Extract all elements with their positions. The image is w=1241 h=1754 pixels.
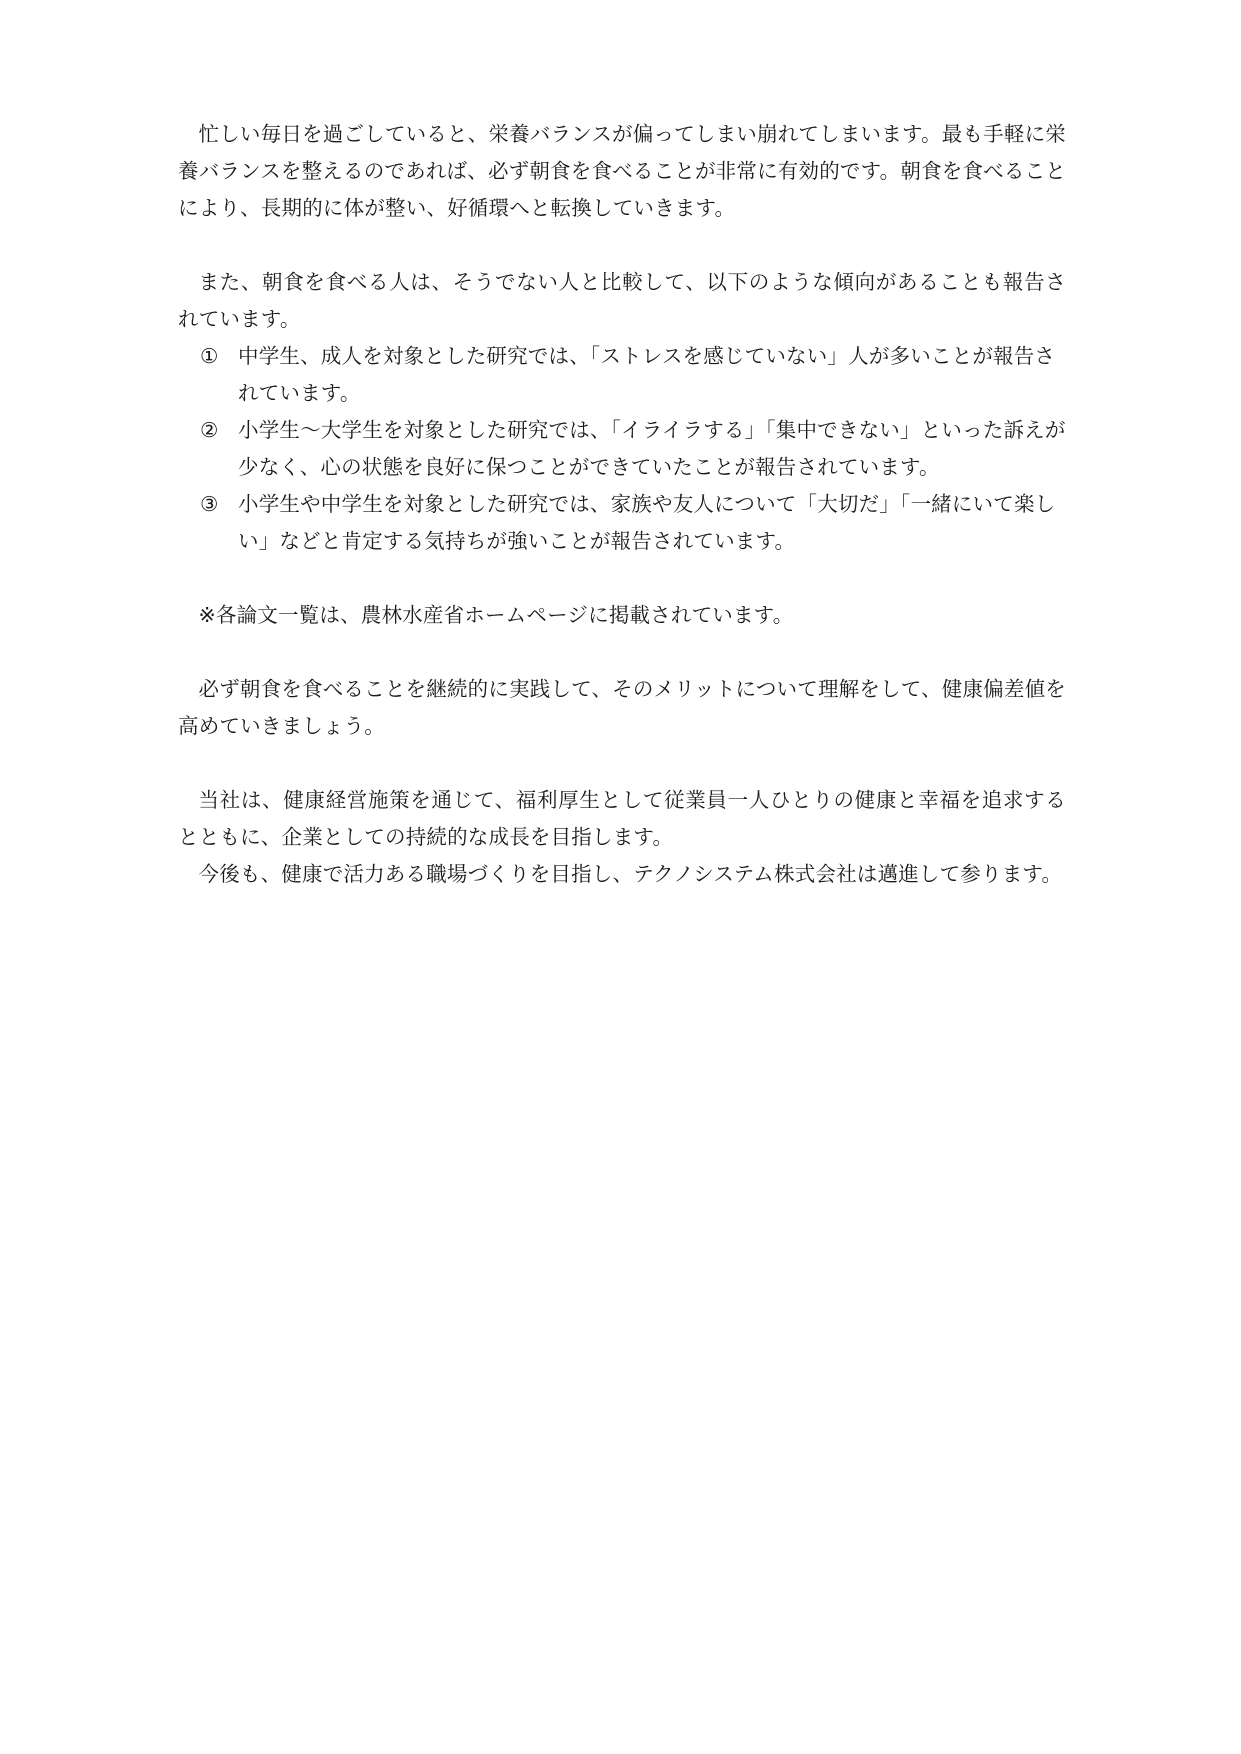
- list-marker: ①: [200, 344, 219, 368]
- spacer: [178, 634, 1066, 671]
- list-item-text: 中学生、成人を対象とした研究では、「ストレスを感じていない」人が多いことが報告されています。: [238, 344, 1056, 405]
- research-findings-list: [178, 338, 1066, 560]
- spacer: [178, 745, 1066, 782]
- list-item-text: 小学生～大学生を対象とした研究では、「イライラする」「集中できない」といった訴えが少なく、心の状態を良好に保つことができていたことが報告されています。: [238, 418, 1066, 479]
- closing-paragraph: 今後も、健康で活力ある職場づくりを目指し、テクノシステム株式会社は邁進して参ります。: [198, 862, 1063, 886]
- trend-intro-paragraph: また、朝食を食べる人は、そうでない人と比較して、以下のような傾向があることも報告されています。: [178, 270, 1066, 331]
- list-marker: ③: [200, 492, 219, 516]
- note-paragraph: ※各論文一覧は、農林水産省ホームページに掲載されています。: [198, 603, 794, 627]
- list-item: [178, 338, 1066, 412]
- list-item-text: 小学生や中学生を対象とした研究では、家族や友人について「大切だ」「一緒にいて楽しい」などと肯定する気持ちが強いことが報告されています。: [238, 492, 1056, 553]
- document-body: [178, 116, 1066, 893]
- list-item: [178, 486, 1066, 560]
- intro-paragraph: 忙しい毎日を過ごしていると、栄養バランスが偏ってしまい崩れてしまいます。最も手軽に栄養バランスを整えるのであれば、必ず朝食を食べることが非常に有効的です。朝食を食べることにより、長期的に体が整い、好循環へと転換していきます。: [178, 122, 1066, 220]
- company-policy-paragraph: 当社は、健康経営施策を通じて、福利厚生として従業員一人ひとりの健康と幸福を追求するとともに、企業としての持続的な成長を目指します。: [178, 788, 1066, 849]
- recommendation-paragraph: 必ず朝食を食べることを継続的に実践して、そのメリットについて理解をして、健康偏差値を高めていきましょう。: [178, 677, 1066, 738]
- spacer: [178, 560, 1066, 597]
- list-item: [178, 412, 1066, 486]
- spacer: [178, 227, 1066, 264]
- list-marker: ②: [200, 418, 219, 442]
